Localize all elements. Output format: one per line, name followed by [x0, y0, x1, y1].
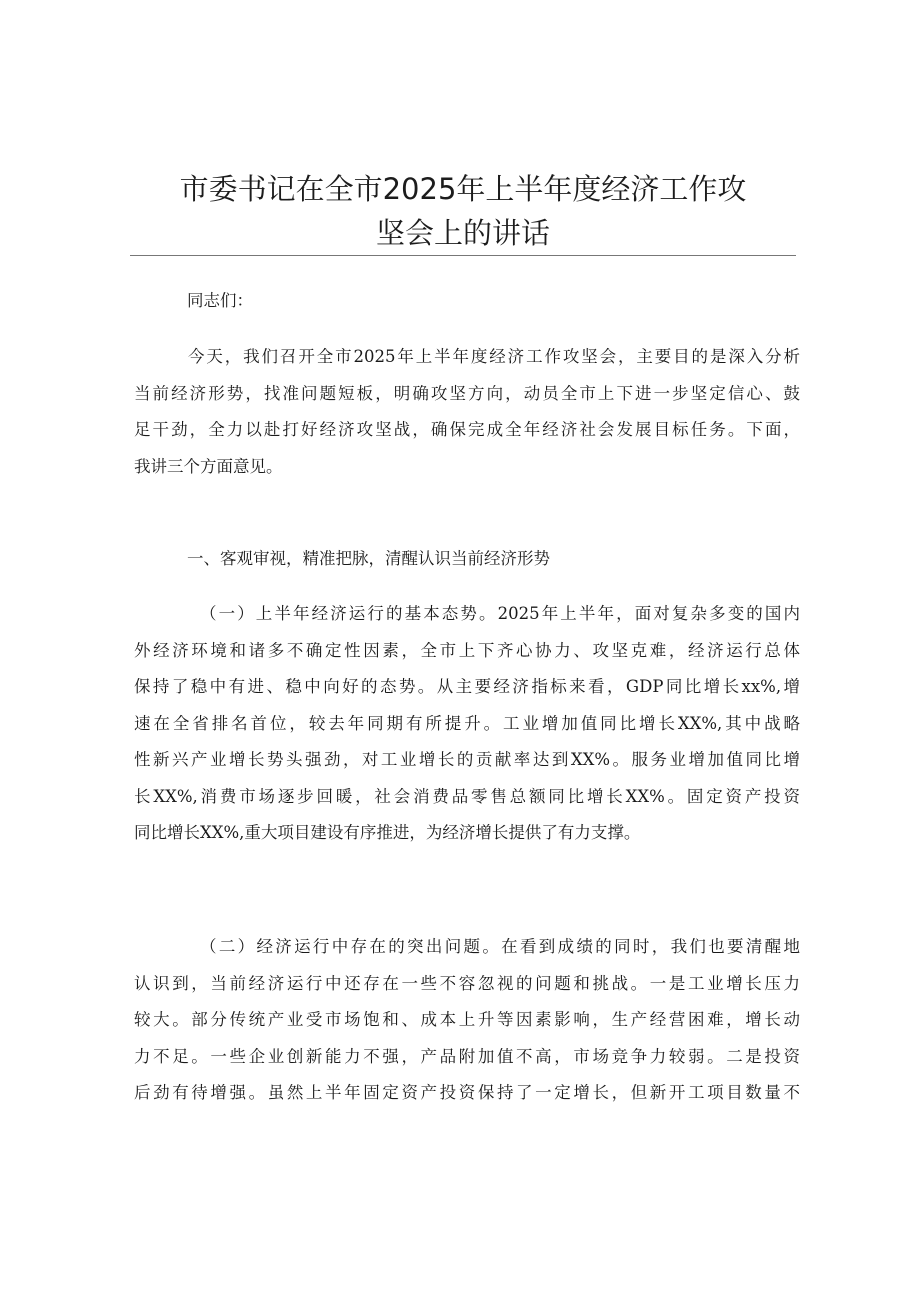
para2-line-1: （二）经济运行中存在的突出问题。在看到成绩的同时，我们也要清醒地	[200, 937, 800, 956]
intro-paragraph	[134, 339, 800, 485]
title-divider	[130, 255, 796, 256]
para1-line-6: 长XX%,消费市场逐步回暖，社会消费品零售总额同比增长XX%。固定资产投资	[134, 786, 800, 806]
intro-line-4: 我讲三个方面意见。	[134, 456, 283, 476]
para1-line-7: 同比增长XX%,重大项目建设有序推进，为经济增长提供了有力支撑。	[134, 823, 641, 842]
section-1-heading: 一、客观审视，精准把脉，清醒认识当前经济形势	[187, 549, 550, 568]
para2-line-3: 较大。部分传统产业受市场饱和、成本上升等因素影响，生产经营困难，增长动	[134, 1010, 800, 1029]
document-title-line-1: 市委书记在全市2025年上半年度经济工作攻	[179, 172, 747, 206]
intro-line-3: 足干劲，全力以赴打好经济攻坚战，确保完成全年经济社会发展目标任务。下面，	[134, 420, 800, 439]
para1-line-3: 保持了稳中有进、稳中向好的态势。从主要经济指标来看，GDP同比增长xx%,增	[134, 677, 800, 696]
salutation: 同志们：	[187, 291, 253, 310]
para1-line-4: 速在全省排名首位，较去年同期有所提升。工业增加值同比增长XX%,其中战略	[134, 713, 800, 733]
para2-line-4: 力不足。一些企业创新能力不强，产品附加值不高，市场竞争力较弱。二是投资	[134, 1046, 800, 1066]
intro-line-2: 当前经济形势，找准问题短板，明确攻坚方向，动员全市上下进一步坚定信心、鼓	[134, 383, 800, 403]
para1-line-1: （一）上半年经济运行的基本态势。2025年上半年，面对复杂多变的国内	[200, 604, 800, 623]
para1-line-2: 外经济环境和诸多不确定性因素，全市上下齐心协力、攻坚克难，经济运行总体	[134, 640, 800, 660]
para2-line-2: 认识到，当前经济运行中还存在一些不容忽视的问题和挑战。一是工业增长压力	[134, 973, 800, 993]
para2-line-5: 后劲有待增强。虽然上半年固定资产投资保持了一定增长，但新开工项目数量不	[134, 1083, 800, 1102]
para1-line-5: 性新兴产业增长势头强劲，对工业增长的贡献率达到XX%。服务业增加值同比增	[134, 750, 800, 769]
paragraph-1	[134, 596, 800, 852]
paragraph-2	[134, 929, 800, 1112]
intro-line-1: 今天，我们召开全市2025年上半年度经济工作攻坚会，主要目的是深入分析	[188, 347, 800, 366]
document-title-line-2: 坚会上的讲话	[375, 216, 550, 250]
